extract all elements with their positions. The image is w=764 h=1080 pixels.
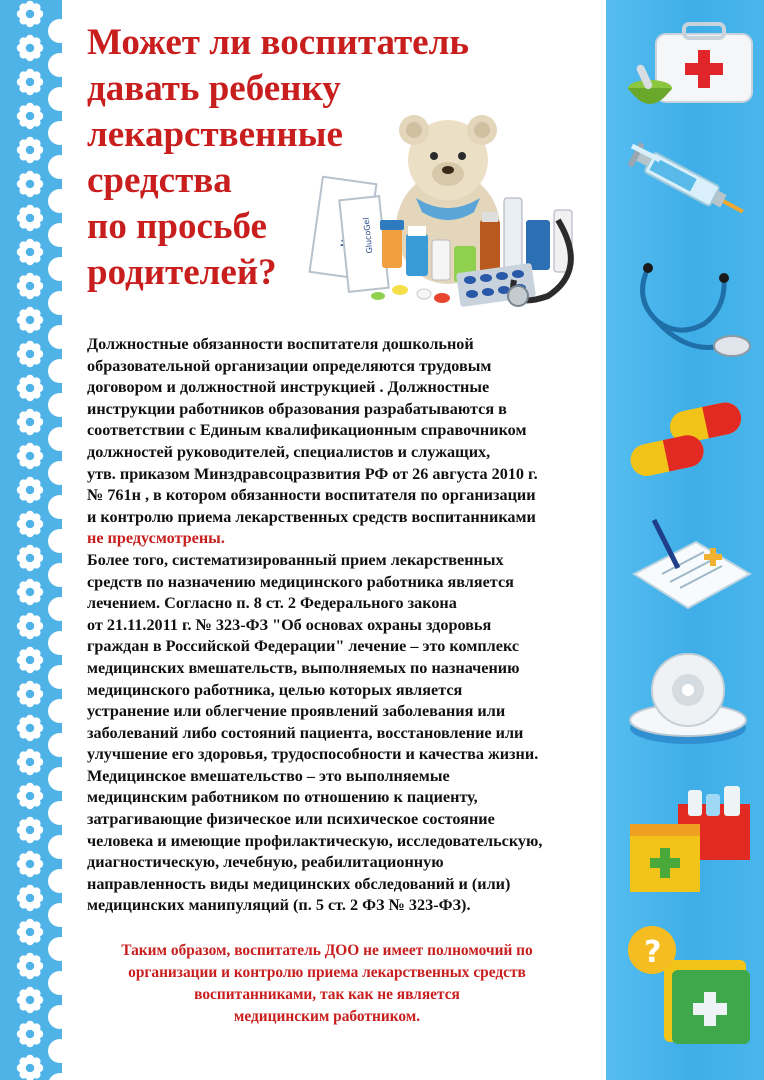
lace-flower [17,375,43,401]
svg-text:?: ? [644,935,662,970]
body-line: Медицинское вмешательство – это выполняемые [87,766,450,785]
lace-flower [17,579,43,605]
lace-flower [17,137,43,163]
conclusion-line: организации и контролю приема лекарственных средств [128,964,526,981]
lace-flower [17,205,43,231]
lace-flower [17,1055,43,1080]
body-line: должностей руководителей, специалистов и служащих, [87,442,491,461]
lace-edge [62,0,72,1080]
body-line: от 21.11.2011 г. № 323-ФЗ "Об основах охраны здоровья [87,615,492,634]
syringe-icon [624,136,754,231]
body-line: Должностные обязанности воспитателя дошкольной [87,335,474,353]
lace-flower [17,273,43,299]
body-line: медицинских вмешательств, выполняемых по назначению [87,658,520,677]
conclusion-line: воспитанниками, так как не является [194,986,460,1003]
box-label: GlucoGel [361,216,375,254]
lace-flower [17,443,43,469]
title-line: Может ли воспитатель [87,22,469,63]
lace-flower [17,35,43,61]
book-question-icon [624,920,756,1048]
body-line: улучшение его здоровья, трудоспособности и качества жизни. [87,745,539,764]
lace-flower [17,919,43,945]
pill-capsule-icon [624,395,754,487]
body-line: и контролю приема лекарственных средств воспитанниками [87,507,536,526]
body-line: соответствии с Единым квалификационным справочником [87,421,527,440]
body-line: медицинским работником по отношению к пациенту, [87,788,478,807]
title-line: по просьбе [87,206,267,247]
title-line: родителей? [87,252,277,293]
stethoscope-icon [626,258,756,364]
body-line: медицинского работника, целью которых является [87,680,463,699]
highlight-not-provided: не предусмотрены. [87,529,225,548]
lace-flower [17,613,43,639]
lace-flower [17,545,43,571]
lace-flower [17,681,43,707]
body-line: затрагивающие физическое или психическое состояние [87,810,495,829]
lace-flower [17,103,43,129]
lace-flower [17,783,43,809]
title-line: давать ребенку [87,68,341,109]
conclusion-line: Таким образом, воспитатель ДОО не имеет полномочий по [121,942,533,959]
title-line: лекарственные [87,114,343,155]
lace-flower [17,885,43,911]
body-line: медицинских манипуляций (п. 5 ст. 2 ФЗ № 323-ФЗ). [87,896,471,915]
lace-flower [17,171,43,197]
lace-flower [17,307,43,333]
lace-flower [17,851,43,877]
lace-flower [17,1,43,27]
title-line: средства [87,160,232,201]
prescription-clipboard-icon [626,512,756,616]
lace-flower [17,511,43,537]
lace-flower [17,239,43,265]
body-line: Более того, систематизированный прием лекарственных [87,550,504,569]
body-line: человека и имеющие профилактическую, исследовательскую, [87,831,543,850]
lace-flower [17,647,43,673]
body-line: № 761н , в котором обязанности воспитателя по организации [87,486,536,505]
teddy-bear-medicines-illustration [308,100,590,312]
lace-flower [17,69,43,95]
body-line: средств по назначению медицинского работника является [87,572,514,591]
body-line: инструкции работников образования разрабатываются в [87,399,507,418]
lace-pattern [0,0,72,1080]
lace-flower [17,987,43,1013]
body-line: устранение или облегчение проявлений заболевания или [87,702,506,721]
lace-flower [17,341,43,367]
body-line: утв. приказом Минздравсоцразвития РФ от 26 августа 2010 г. [87,464,538,483]
body-line: договором и должностной инструкцией . Должностные [87,378,490,397]
body-text [87,334,601,917]
body-line: лечением. Согласно п. 8 ст. 2 Федерального закона [87,594,457,613]
lace-flower [17,409,43,435]
lace-flower [17,715,43,741]
lace-flower [17,817,43,843]
body-line: образовательной организации определяются трудовым [87,356,492,375]
pill-jar-icon [626,648,756,752]
body-line: граждан в Российской Федерации" лечение – это комплекс [87,637,520,656]
medical-icons-panel [606,0,764,1080]
lace-flower [17,477,43,503]
body-line: направленность виды медицинских обследований и (или) [87,874,511,893]
lace-flower [17,953,43,979]
body-line: диагностическую, лечебную, реабилитационную [87,853,444,872]
conclusion-line: медицинским работником. [233,1008,421,1025]
lace-border [0,0,72,1080]
first-aid-kit-icon [626,16,758,116]
conclusion-text [87,940,567,1028]
medicine-boxes-icon [624,784,756,900]
body-line: заболеваний либо состояний пациента, восстановление или [87,723,524,742]
lace-flower [17,1021,43,1047]
lace-flower [17,749,43,775]
